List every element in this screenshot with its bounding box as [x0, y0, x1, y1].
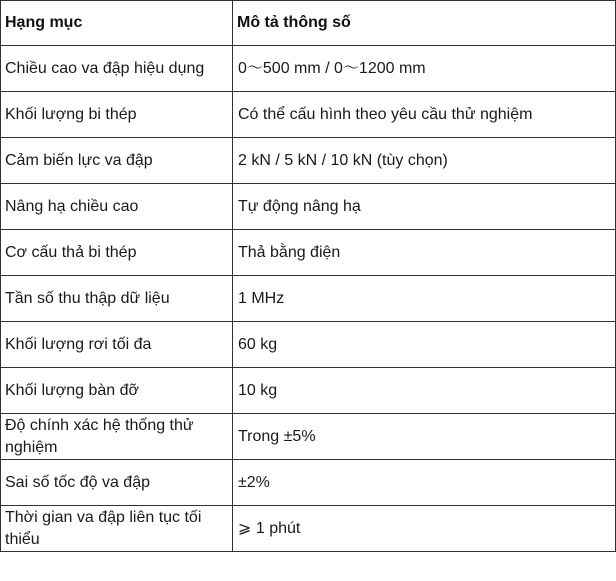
row-label: Khối lượng bàn đỡ: [1, 368, 233, 414]
table-row: [1, 92, 616, 138]
row-label: Cơ cấu thả bi thép: [1, 230, 233, 276]
table-row: [1, 414, 616, 460]
row-label: Cảm biến lực va đập: [1, 138, 233, 184]
row-value: 60 kg: [233, 322, 616, 368]
table-row: [1, 46, 616, 92]
table-row: [1, 506, 616, 552]
row-label: Khối lượng bi thép: [1, 92, 233, 138]
table-row: [1, 230, 616, 276]
row-label: Chiều cao va đập hiệu dụng: [1, 46, 233, 92]
row-value: 1 MHz: [233, 276, 616, 322]
header-description: Mô tả thông số: [233, 1, 616, 46]
row-value: ⩾ 1 phút: [233, 506, 616, 552]
table-row: [1, 184, 616, 230]
table-row: [1, 460, 616, 506]
row-value: Có thể cấu hình theo yêu cầu thử nghiệm: [233, 92, 616, 138]
table-header-row: [1, 1, 616, 46]
row-label: Tần số thu thập dữ liệu: [1, 276, 233, 322]
row-value: 0～500 mm / 0～1200 mm: [233, 46, 616, 92]
header-item: Hạng mục: [1, 1, 233, 46]
row-label: Độ chính xác hệ thống thử nghiệm: [1, 414, 233, 460]
table-row: [1, 322, 616, 368]
row-label: Thời gian va đập liên tục tối thiểu: [1, 506, 233, 552]
row-value: Tự động nâng hạ: [233, 184, 616, 230]
table-row: [1, 276, 616, 322]
row-value: Thả bằng điện: [233, 230, 616, 276]
row-label: Nâng hạ chiều cao: [1, 184, 233, 230]
table-row: [1, 368, 616, 414]
row-value: ±2%: [233, 460, 616, 506]
row-label: Khối lượng rơi tối đa: [1, 322, 233, 368]
row-value: 2 kN / 5 kN / 10 kN (tùy chọn): [233, 138, 616, 184]
row-value: Trong ±5%: [233, 414, 616, 460]
row-value: 10 kg: [233, 368, 616, 414]
row-label: Sai số tốc độ va đập: [1, 460, 233, 506]
table-row: [1, 138, 616, 184]
